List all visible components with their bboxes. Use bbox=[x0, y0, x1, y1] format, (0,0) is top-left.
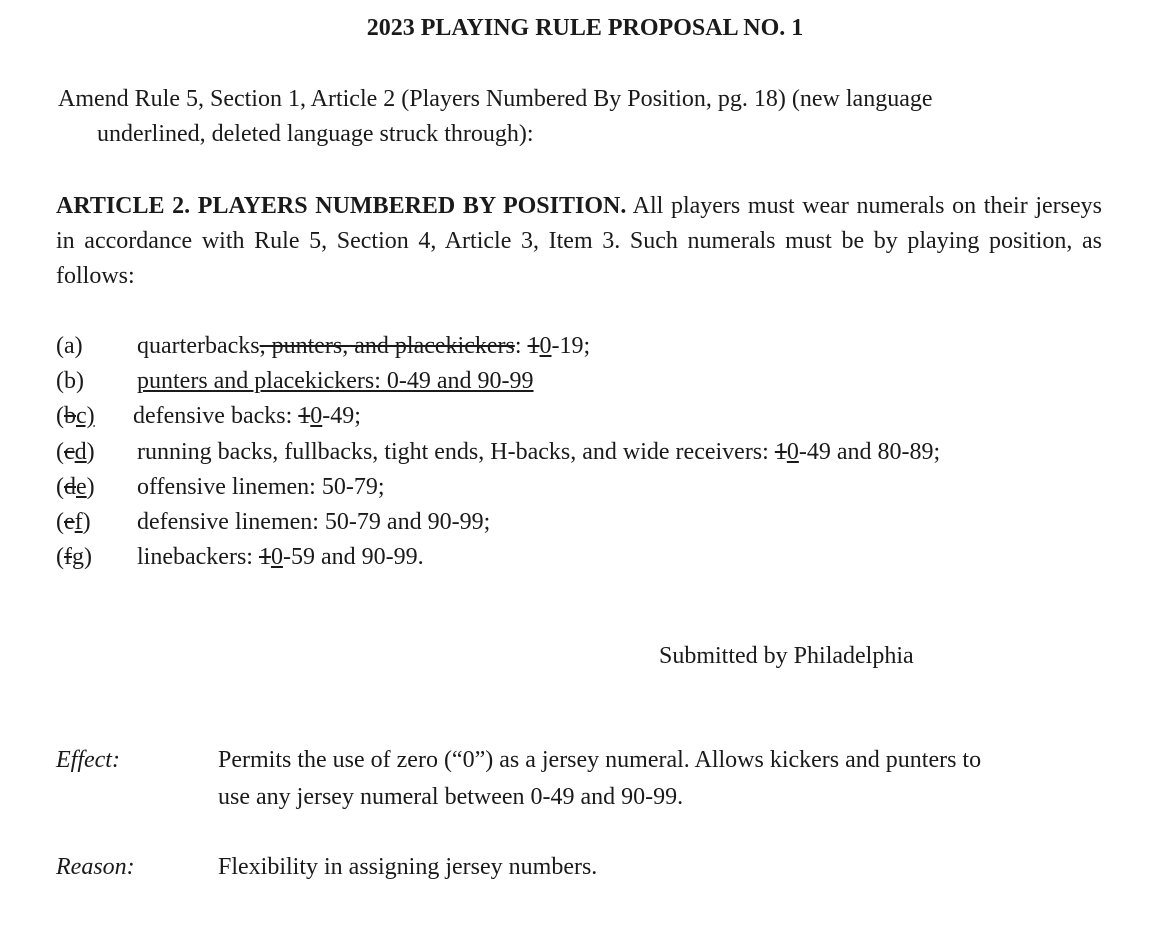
text-segment: running backs, fullbacks, tight ends, H-backs, and wide receivers: bbox=[137, 439, 775, 465]
text-segment: linebackers: bbox=[137, 544, 259, 570]
text-segment: (a) bbox=[56, 333, 83, 359]
text-segment: -49 and 80-89; bbox=[798, 439, 941, 465]
deleted-text: 1 bbox=[774, 439, 787, 465]
added-text: 0 bbox=[270, 544, 283, 570]
added-text: 0 bbox=[310, 403, 323, 429]
list-item-label bbox=[56, 399, 95, 434]
added-text: g bbox=[72, 544, 84, 570]
text-segment: quarterbacks bbox=[137, 333, 260, 359]
list-item-label bbox=[56, 470, 95, 505]
effect-text-line-2: use any jersey numeral between 0-49 and 90-99. bbox=[218, 784, 684, 810]
text-segment: ( bbox=[56, 403, 64, 429]
list-item-label bbox=[56, 364, 84, 399]
deleted-text: , punters, and placekickers bbox=[259, 333, 515, 359]
deleted-text: c bbox=[64, 439, 75, 465]
text-segment: ) bbox=[86, 439, 95, 465]
text-segment: defensive backs: bbox=[133, 403, 299, 429]
deleted-text: d bbox=[64, 474, 76, 500]
deleted-text: 1 bbox=[298, 403, 311, 429]
article-paragraph bbox=[56, 189, 1102, 294]
deleted-text: e bbox=[64, 509, 75, 535]
text-segment: ) bbox=[84, 544, 92, 570]
text-segment: : bbox=[514, 333, 528, 359]
deleted-text: 1 bbox=[527, 333, 540, 359]
text-segment: ( bbox=[56, 509, 64, 535]
text-segment: ( bbox=[56, 544, 64, 570]
deleted-text: f bbox=[64, 544, 72, 570]
text-segment: offensive linemen: 50-79; bbox=[137, 474, 385, 500]
text-segment: ( bbox=[56, 439, 64, 465]
submitted-by: Submitted by Philadelphia bbox=[659, 643, 914, 669]
deleted-text: b bbox=[64, 403, 76, 429]
text-segment: -59 and 90-99. bbox=[282, 544, 424, 570]
list-item-text bbox=[137, 329, 590, 364]
list-item-label bbox=[56, 435, 95, 470]
added-text: 0 bbox=[786, 439, 799, 465]
added-text: e bbox=[76, 474, 87, 500]
text-segment: ( bbox=[56, 474, 64, 500]
article-heading: ARTICLE 2. PLAYERS NUMBERED BY POSITION. bbox=[56, 193, 627, 219]
effect-label: Effect: bbox=[56, 747, 120, 773]
amend-instruction-line-2: underlined, deleted language struck through): bbox=[97, 121, 534, 147]
added-text: 0 bbox=[539, 333, 552, 359]
list-item-text bbox=[137, 540, 424, 575]
added-text: c) bbox=[76, 403, 95, 429]
text-segment: -19; bbox=[551, 333, 591, 359]
list-item-label bbox=[56, 540, 92, 575]
reason-text: Flexibility in assigning jersey numbers. bbox=[218, 854, 598, 880]
added-text: f bbox=[74, 509, 83, 535]
list-item-text bbox=[137, 364, 534, 399]
text-segment: ) bbox=[82, 509, 91, 535]
list-item-text bbox=[137, 470, 385, 505]
article-body: All players must wear numerals on their jerseys in accordance with Rule 5, Section 4, Article 3, Item 3. Such numerals must be by playing position, as follows: bbox=[56, 193, 1102, 289]
list-item-text bbox=[137, 435, 940, 470]
added-text: d bbox=[74, 439, 87, 465]
list-item-label bbox=[56, 329, 83, 364]
effect-text-line-1: Permits the use of zero (“0”) as a jersey numeral. Allows kickers and punters to bbox=[218, 747, 982, 773]
added-text: punters and placekickers: 0-49 and 90-99 bbox=[137, 368, 534, 394]
text-segment: (b) bbox=[56, 368, 84, 394]
page-title: 2023 PLAYING RULE PROPOSAL NO. 1 bbox=[366, 15, 804, 41]
text-segment: ) bbox=[86, 474, 95, 500]
list-item-label bbox=[56, 505, 91, 540]
amend-instruction-line-1: Amend Rule 5, Section 1, Article 2 (Players Numbered By Position, pg. 18) (new language bbox=[58, 86, 933, 112]
text-segment: defensive linemen: 50-79 and 90-99; bbox=[137, 509, 491, 535]
text-segment: -49; bbox=[322, 403, 361, 429]
list-item-text bbox=[137, 505, 490, 540]
reason-label: Reason: bbox=[56, 854, 135, 880]
deleted-text: 1 bbox=[258, 544, 271, 570]
list-item-text bbox=[133, 399, 361, 434]
